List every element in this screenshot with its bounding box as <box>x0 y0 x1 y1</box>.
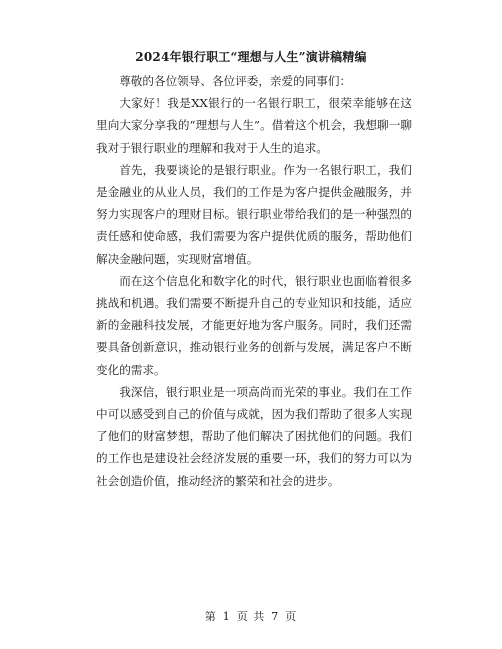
footer-suffix: 页 <box>285 610 298 623</box>
footer-prefix: 第 <box>204 610 217 623</box>
salutation-paragraph: 尊敬的各位领导、各位评委，亲爱的同事们： <box>119 74 352 88</box>
body-paragraph: 而在这个信息化和数字化的时代，银行职业也面临着很多挑战和机遇。我们需要不断提升自己的专业知识和技能，适应新的金融科技发展，才能更好地为客户服务。同时，我们还需要具备创新意识，推动银行业务的创新与发展，满足客户不断变化的需求。 <box>96 273 412 377</box>
total-pages-number: 7 <box>271 610 280 623</box>
document-body <box>96 70 412 492</box>
footer-middle: 页 共 <box>236 610 266 623</box>
current-page-number: 1 <box>222 610 231 623</box>
body-paragraph: 首先，我要谈论的是银行职业。作为一名银行职工，我们是金融业的从业人员，我们的工作是为客户提供金融服务，并努力实现客户的理财目标。银行职业带给我们的是一种强烈的责任感和使命感，我们需要为客户提供优质的服务，帮助他们解决金融问题，实现财富增值。 <box>96 162 412 266</box>
body-paragraph: 我深信，银行职业是一项高尚而光荣的事业。我们在工作中可以感受到自己的价值与成就，因为我们帮助了很多人实现了他们的财富梦想，帮助了他们解决了困扰他们的问题。我们的工作也是建设社会经济发展的重要一环，我们的努力可以为社会创造价值，推动经济的繁荣和社会的进步。 <box>96 384 412 488</box>
page-footer <box>0 608 502 624</box>
document-title: 2024年银行职工“理想与人生”演讲稿精编 <box>135 50 367 64</box>
body-paragraph: 大家好！我是XX银行的一名银行职工，很荣幸能够在这里向大家分享我的“理想与人生”。借着这个机会，我想聊一聊我对于银行职业的理解和我对于人生的追求。 <box>96 96 412 155</box>
